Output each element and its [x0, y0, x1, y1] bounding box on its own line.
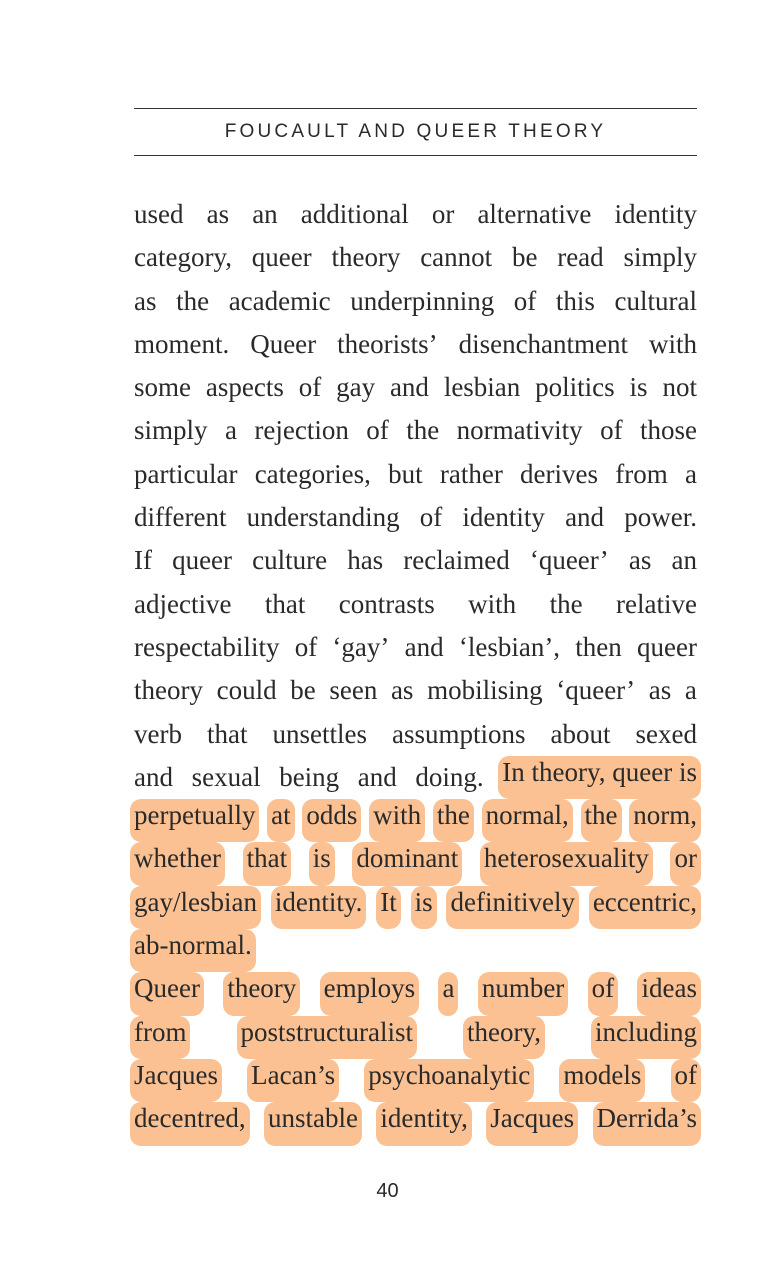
word: with	[468, 588, 517, 619]
word: politics	[535, 372, 615, 403]
word: that	[264, 588, 306, 619]
text-line[interactable]	[134, 193, 697, 236]
page-number: 40	[376, 1180, 399, 1202]
word: a	[684, 675, 697, 706]
text-line[interactable]	[134, 842, 697, 885]
word: additional	[300, 199, 409, 229]
word: this	[555, 285, 595, 316]
text-line[interactable]	[134, 886, 697, 929]
word: particular	[134, 458, 238, 489]
word: read	[557, 242, 604, 273]
word: sexed	[635, 718, 697, 749]
word: queer	[251, 242, 312, 273]
word: be	[511, 242, 538, 273]
word: ‘gay’	[332, 631, 390, 662]
word: alternative	[477, 199, 592, 229]
word: of	[600, 415, 623, 446]
word: moment.	[134, 328, 230, 359]
text-line[interactable]	[134, 236, 697, 279]
word: simply	[134, 415, 208, 446]
highlighted-word: that	[243, 842, 292, 885]
word: that	[206, 718, 248, 749]
word: and	[565, 502, 605, 533]
word: and	[134, 761, 173, 792]
word: If	[134, 545, 152, 576]
text-line[interactable]	[134, 323, 697, 366]
word: doing.	[415, 761, 484, 792]
highlighted-word: psychoanalytic	[364, 1059, 534, 1102]
word: ‘queer’	[529, 545, 609, 576]
highlighted-word: Queer	[130, 972, 204, 1015]
highlighted-word: heterosexuality	[480, 842, 653, 885]
highlighted-word: is	[309, 842, 335, 885]
highlighted-word: with	[369, 799, 425, 842]
highlighted-word: of	[588, 972, 619, 1015]
word: power.	[624, 502, 697, 533]
word: simply	[623, 242, 697, 273]
highlighted-word: Lacan’s	[247, 1059, 339, 1102]
highlighted-word: ideas	[637, 972, 700, 1015]
word: derives	[520, 458, 599, 489]
highlighted-word: Derrida’s	[593, 1102, 701, 1145]
word: category,	[134, 242, 232, 273]
text-line[interactable]	[134, 626, 697, 669]
text-line[interactable]	[134, 669, 697, 712]
word: and	[389, 372, 429, 403]
word: of	[513, 285, 537, 316]
highlighted-word: of	[671, 1059, 702, 1102]
word: respectability	[134, 631, 280, 662]
word: rejection	[254, 415, 349, 446]
word: as	[390, 675, 414, 706]
highlighted-word: a	[438, 972, 458, 1015]
word: as	[206, 199, 230, 229]
word: ‘lesbian’,	[458, 631, 561, 662]
word: and	[357, 761, 397, 792]
highlighted-word: unstable	[264, 1102, 362, 1145]
highlighted-word: theory	[223, 972, 300, 1015]
word: theory	[134, 675, 203, 706]
text-line[interactable]	[134, 972, 697, 1015]
word: Queer	[250, 328, 317, 359]
text-line[interactable]	[134, 539, 697, 582]
highlighted-word: including	[591, 1016, 701, 1059]
text-line[interactable]	[134, 1102, 697, 1145]
word: reclaimed	[403, 545, 510, 576]
word: of	[298, 372, 322, 403]
word: a	[224, 415, 237, 446]
word: theory	[331, 242, 401, 273]
highlighted-word: from	[130, 1016, 190, 1059]
word: rather	[439, 458, 503, 489]
highlighted-word: Jacques	[130, 1059, 222, 1102]
word: used	[134, 199, 184, 229]
highlighted-word: is	[411, 886, 437, 929]
text-line[interactable]	[134, 929, 697, 972]
word: mobilising	[427, 675, 543, 706]
word: ‘queer’	[556, 675, 636, 706]
word: with	[648, 328, 697, 359]
text-line[interactable]	[134, 799, 697, 842]
highlighted-word: decentred,	[130, 1102, 250, 1145]
highlighted-word: dominant	[352, 842, 462, 885]
word: understanding	[246, 502, 400, 533]
body-text[interactable]	[134, 193, 697, 1146]
highlighted-word: identity.	[271, 886, 367, 929]
highlight-span[interactable]: In theory, queer is	[498, 756, 701, 799]
chapter-title: FOUCAULT AND QUEER THEORY	[224, 121, 607, 142]
highlighted-word: gay/lesbian	[130, 886, 261, 929]
word: identity	[462, 502, 545, 533]
word: the	[406, 415, 440, 446]
word: but	[388, 458, 423, 489]
word: normativity	[456, 415, 583, 446]
highlighted-word: the	[581, 799, 622, 842]
text-line[interactable]	[134, 496, 697, 539]
word: as	[134, 285, 157, 316]
word: as	[628, 545, 652, 576]
word: adjective	[134, 588, 232, 619]
highlighted-word: normal,	[482, 799, 573, 842]
word: has	[347, 545, 384, 576]
highlighted-word: perpetually	[130, 799, 259, 842]
word: seen	[329, 675, 378, 706]
word: unsettles	[272, 718, 367, 749]
word: of	[366, 415, 389, 446]
highlighted-word: theory,	[463, 1016, 545, 1059]
word: the	[176, 285, 210, 316]
word: cultural	[614, 285, 697, 316]
highlighted-word: norm,	[629, 799, 701, 842]
highlighted-word: poststructuralist	[237, 1016, 417, 1059]
word: relative	[615, 588, 697, 619]
highlighted-word: Jacques	[486, 1102, 578, 1145]
word: identity	[614, 199, 697, 229]
word: cannot	[420, 242, 493, 273]
highlighted-word: employs	[320, 972, 420, 1015]
text-line[interactable]	[134, 280, 697, 323]
word: different	[134, 502, 227, 533]
word: gay	[336, 372, 376, 403]
text-line[interactable]	[134, 1016, 697, 1059]
word: then	[575, 631, 622, 662]
word: queer	[172, 545, 233, 576]
word: as	[648, 675, 672, 706]
word: those	[640, 415, 697, 446]
word: the	[549, 588, 583, 619]
word: categories,	[254, 458, 371, 489]
word: assumptions	[391, 718, 526, 749]
word: a	[684, 458, 697, 489]
text-line[interactable]	[134, 453, 697, 496]
highlighted-word: whether	[130, 842, 225, 885]
word: some	[134, 372, 191, 403]
word: being	[279, 761, 340, 792]
highlighted-word: number	[478, 972, 568, 1015]
word: of	[294, 631, 318, 662]
running-header	[134, 108, 697, 156]
word: lesbian	[443, 372, 521, 403]
word: about	[550, 718, 611, 749]
highlighted-word: identity,	[376, 1102, 472, 1145]
word: aspects	[205, 372, 284, 403]
highlighted-word: It	[376, 886, 401, 929]
word: disenchantment	[458, 328, 629, 359]
word: verb	[134, 718, 182, 749]
word: academic	[228, 285, 331, 316]
highlighted-word: or	[670, 842, 701, 885]
word: queer	[637, 631, 697, 662]
highlighted-word: the	[433, 799, 474, 842]
highlighted-word: models	[559, 1059, 645, 1102]
word: is	[629, 372, 648, 403]
word: be	[290, 675, 316, 706]
word: culture	[252, 545, 328, 576]
highlighted-word: at	[267, 799, 295, 842]
text-line[interactable]	[134, 756, 697, 799]
word: underpinning	[350, 285, 495, 316]
word: contrasts	[338, 588, 435, 619]
highlighted-word: eccentric,	[589, 886, 701, 929]
word: could	[216, 675, 277, 706]
word: an	[671, 545, 697, 576]
word: of	[419, 502, 443, 533]
word: from	[615, 458, 668, 489]
text-line[interactable]	[134, 1059, 697, 1102]
word: and	[404, 631, 444, 662]
text-line[interactable]	[134, 409, 697, 452]
word: or	[431, 199, 455, 229]
highlighted-word: definitively	[446, 886, 578, 929]
highlighted-word: odds	[302, 799, 361, 842]
highlighted-word: ab-normal.	[130, 929, 256, 972]
word: an	[252, 199, 278, 229]
text-line[interactable]	[134, 583, 697, 626]
text-line[interactable]	[134, 366, 697, 409]
word: sexual	[191, 761, 261, 792]
text-line[interactable]	[134, 713, 697, 756]
word: theorists’	[337, 328, 438, 359]
word: not	[662, 372, 697, 403]
